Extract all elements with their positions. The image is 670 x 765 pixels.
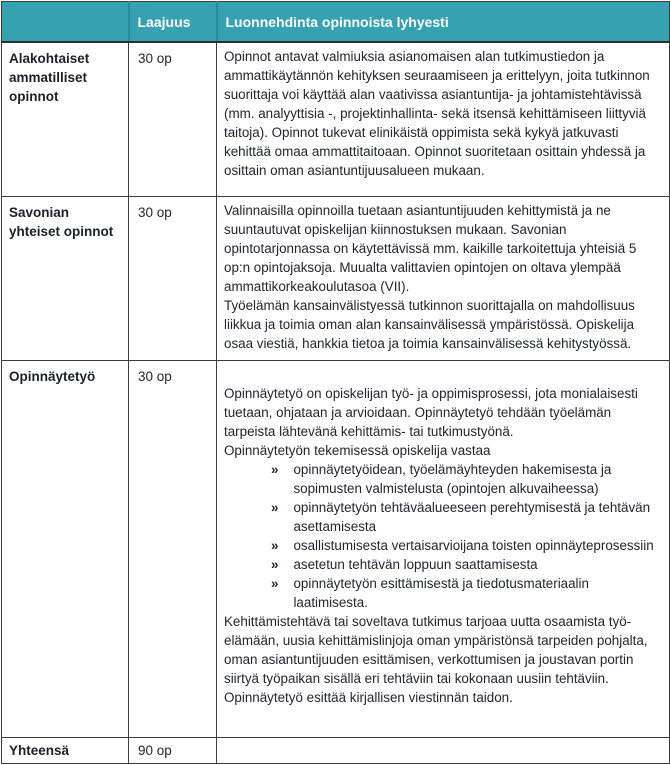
row-title: Opinnäytetyö	[2, 361, 129, 738]
row-title: Alakohtaiset ammatilliset opinnot	[2, 42, 129, 197]
header-label-luonnehdinta: Luonnehdinta opinnoista lyhyesti	[225, 14, 449, 31]
header-cell-empty	[2, 2, 129, 42]
guillemet-bullet-icon: »	[271, 538, 279, 553]
list-item	[271, 555, 663, 574]
curriculum-document	[0, 1, 670, 765]
description-paragraph: Opinnot antavat valmiuksia asianomaisen alan tutkimustiedon ja ammattikäytännön kehityksen seuraamiseen ja erittelyyn, joita tutkinnon suorittaja voi käyttää alan vaativissa asiantuntija- ja johtamistehtävissä (mm. analyyttisia -, projektinhallinta- sekä itsensä kehittämiseen liittyviä taitoja). Opinnot tukevat elinikäistä oppimista sekä kykyä jatkuvasti kehittää omaa ammattitaitoaan. Opinnot suoritetaan osittain yhdessä ja osittain oman asiantuntijuusalueen mukaan.	[224, 48, 650, 178]
total-credits: 90 op	[129, 738, 217, 764]
curriculum-table	[1, 1, 670, 764]
total-description-empty	[217, 738, 670, 764]
description-paragraph: Kehittämistehtävä tai soveltava tutkimus tarjoaa uutta osaamista työ-elämään, uusia kehittämislinjoja oman ympäristönsä tarpeiden pohjalta, oman asiantuntijuuden esittämisen, verkottumisen ja joustavan portin siirtyä työpaikan sisällä eri tehtäviin tai kokonaan uusiin tehtäviin. Opinnäytetyö esittää kirjallisen viestinnän taidon.	[224, 614, 648, 705]
list-item-text: osallistumisesta vertaisarvioijana toisten opinnäyteprosessiin	[293, 538, 654, 553]
table-header-row	[2, 2, 670, 42]
list-item-text: opinnäytetyön esittämisestä ja tiedotusmateriaalin laatimisesta.	[293, 576, 589, 610]
thesis-responsibility-list	[224, 460, 663, 612]
list-item	[271, 498, 663, 536]
description-paragraph: Opinnäytetyö on opiskelijan työ- ja oppimisprosessi, jota monialaisesti tuetaan, ohjataan ja arvioidaan. Opinnäytetyö tehdään työelämän tarpeista lähtevänä kehittämis- tai tutkimustyönä.	[224, 386, 638, 439]
row-credits: 30 op	[129, 197, 217, 361]
description-paragraph: Työelämän kansainvälistyessä tutkinnon suorittajalla on mahdollisuus liikkua ja toimia oman alan kansainvälisessä ympäristössä. Opiskelija osaa viestiä, hankkia tietoa ja toimia kansainvälisessä kehitystyössä.	[224, 298, 635, 351]
description-paragraph: Opinnäytetyön tekemisessä opiskelija vastaa	[224, 443, 491, 458]
total-label: Yhteensä	[2, 738, 129, 764]
list-item	[271, 574, 663, 612]
guillemet-bullet-icon: »	[271, 462, 279, 477]
row-description	[217, 361, 670, 738]
row-credits: 30 op	[129, 42, 217, 197]
header-cell-laajuus	[129, 2, 217, 42]
guillemet-bullet-icon: »	[271, 557, 279, 572]
row-title: Savonian yhteiset opinnot	[2, 197, 129, 361]
list-item-text: asetetun tehtävän loppuun saattamisesta	[293, 557, 538, 572]
table-row	[2, 197, 670, 361]
header-cell-luonnehdinta	[217, 2, 670, 42]
description-paragraph: Valinnaisilla opinnoilla tuetaan asiantuntijuuden kehittymistä ja ne suuntautuvat opiskelijan kiinnostuksen mukaan. Savonian opintotarjonnassa on käytettävissä mm. kaikille tarkoitettuja yhteisiä 5 op:n opintojaksoja. Muualta valittavien opintojen on oltava ylempää ammattikorkeakoulutasoa (VII).	[224, 203, 637, 294]
guillemet-bullet-icon: »	[271, 576, 279, 591]
table-row	[2, 42, 670, 197]
list-item	[271, 460, 663, 498]
table-row	[2, 361, 670, 738]
guillemet-bullet-icon: »	[271, 500, 279, 515]
row-credits: 30 op	[129, 361, 217, 738]
list-item-text: opinnäytetyöidean, työelämäyhteyden hakemisesta ja sopimusten valmistelusta (opintojen alkuvaiheessa)	[293, 462, 612, 496]
list-item	[271, 536, 663, 555]
row-description	[217, 42, 670, 197]
header-label-laajuus: Laajuus	[137, 14, 191, 31]
list-item-text: opinnäytetyön tehtäväalueeseen perehtymisestä ja tehtävän asettamisesta	[293, 500, 651, 534]
row-description	[217, 197, 670, 361]
table-row-total	[2, 738, 670, 764]
